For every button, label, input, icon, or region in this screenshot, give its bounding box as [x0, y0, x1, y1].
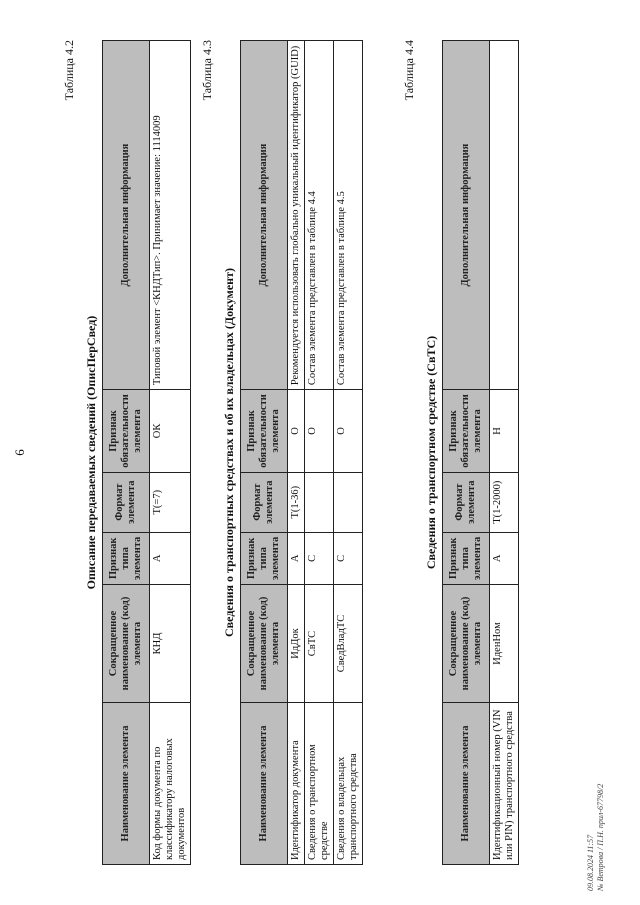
cell-code: КНД: [150, 585, 191, 703]
table-row: [150, 41, 191, 865]
cell-type: А: [288, 532, 305, 584]
table-4-3-number: Таблица 4.3: [200, 40, 214, 101]
cell-required: ОК: [150, 390, 191, 473]
page-number: 6: [12, 449, 27, 456]
cell-code: СведВладТС: [334, 585, 363, 703]
cell-type: С: [334, 532, 363, 584]
cell-type: А: [150, 532, 191, 584]
header-required: Признак обязательности элемента: [241, 390, 288, 473]
header-required: Признак обязательности элемента: [443, 390, 490, 473]
cell-format: T(=7): [150, 472, 191, 532]
cell-type: С: [305, 532, 334, 584]
footer-reference: № Ветрова / П.Н. прил-67798/2: [595, 783, 605, 891]
cell-info: Рекомендуется использовать глобально уникальный идентификатор (GUID): [288, 41, 305, 390]
table-4-4: [442, 40, 519, 865]
header-info: Дополнительная информация: [241, 41, 288, 390]
cell-required: Н: [490, 390, 519, 473]
cell-name: Идентификационный номер (VIN или PIN) транспортного средства: [490, 703, 519, 865]
cell-code: ИденНом: [490, 585, 519, 703]
header-type: Признак типа элемента: [103, 532, 150, 584]
cell-info: Состав элемента представлен в таблице 4.5: [334, 41, 363, 390]
cell-format: T(1-2000): [490, 472, 519, 532]
table-row: [288, 41, 305, 865]
header-code: Сокращенное наименование (код) элемента: [443, 585, 490, 703]
table-header-row: [241, 41, 288, 865]
table-4-2-number: Таблица 4.2: [62, 40, 76, 101]
table-4-2: [102, 40, 191, 865]
table-row: [305, 41, 334, 865]
header-format: Формат элемента: [103, 472, 150, 532]
cell-info: [490, 41, 519, 390]
cell-name: Код формы документа по классификатору налоговых документов: [150, 703, 191, 865]
table-4-3-caption: Сведения о транспортных средствах и об их владельцах (Документ): [222, 268, 236, 637]
header-code: Сокращенное наименование (код) элемента: [241, 585, 288, 703]
cell-name: Идентификатор документа: [288, 703, 305, 865]
cell-name: Сведения о владельцах транспортного средства: [334, 703, 363, 865]
cell-info: Типовой элемент <КНДТип>. Принимает значение: 1114009: [150, 41, 191, 390]
header-type: Признак типа элемента: [443, 532, 490, 584]
cell-type: А: [490, 532, 519, 584]
footer-date: 09.08.2024 11:57: [586, 834, 595, 891]
cell-required: О: [334, 390, 363, 473]
cell-format: [334, 472, 363, 532]
cell-code: СвТС: [305, 585, 334, 703]
cell-format: T(1-36): [288, 472, 305, 532]
header-name: Наименование элемента: [443, 703, 490, 865]
header-code: Сокращенное наименование (код) элемента: [103, 585, 150, 703]
header-name: Наименование элемента: [103, 703, 150, 865]
cell-name: Сведения о транспортном средстве: [305, 703, 334, 865]
table-row: [334, 41, 363, 865]
cell-required: О: [288, 390, 305, 473]
header-required: Признак обязательности элемента: [103, 390, 150, 473]
header-type: Признак типа элемента: [241, 532, 288, 584]
header-info: Дополнительная информация: [443, 41, 490, 390]
table-4-4-number: Таблица 4.4: [402, 40, 416, 101]
cell-code: ИдДок: [288, 585, 305, 703]
table-4-2-caption: Описание передаваемых сведений (ОписПерСвед): [84, 315, 98, 590]
table-header-row: [103, 41, 150, 865]
table-4-3: [240, 40, 363, 865]
header-info: Дополнительная информация: [103, 41, 150, 390]
cell-format: [305, 472, 334, 532]
footer-stamp: [586, 691, 605, 891]
header-format: Формат элемента: [241, 472, 288, 532]
table-row: [490, 41, 519, 865]
table-4-4-caption: Сведения о транспортном средстве (СвТС): [424, 335, 438, 570]
cell-required: О: [305, 390, 334, 473]
cell-info: Состав элемента представлен в таблице 4.4: [305, 41, 334, 390]
header-format: Формат элемента: [443, 472, 490, 532]
header-name: Наименование элемента: [241, 703, 288, 865]
table-header-row: [443, 41, 490, 865]
